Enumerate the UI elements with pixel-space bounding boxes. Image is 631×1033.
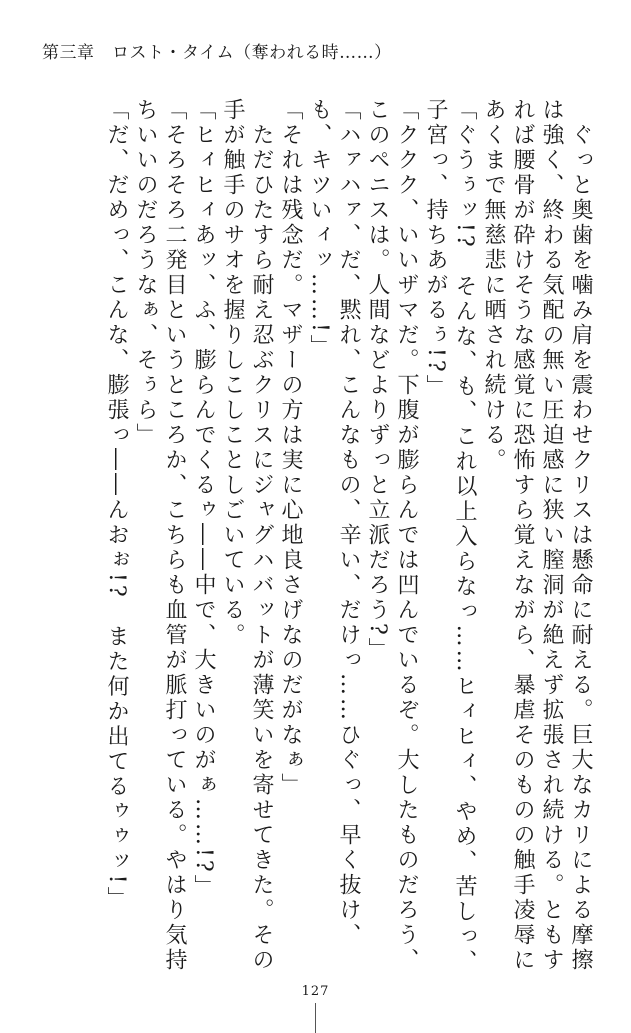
paragraph: 「ヒィヒィあッ、ふ、膨らんでくるゥ――中で、大きいのがぁ……!?」 <box>191 98 216 900</box>
paragraph: ただひたすら耐え忍ぶクリスにジャグハバットが薄笑いを寄せてきた。その手が触手のサオを握りしこしことしごいている。 <box>220 98 274 973</box>
page-divider <box>315 1003 316 1033</box>
paragraph: 「そろそろ二発目というところか、こちらも血管が脈打っている。やはり気持ちいいのだろうなぁ、そぅら」 <box>133 98 187 973</box>
paragraph: 「ハァハァ、だ、黙れ、こんなもの、辛い、だけっ……ひぐっ、早く抜け、も、キツいィッ……!」 <box>307 98 361 948</box>
paragraph: 「ぐうぅッ!? そんな、も、これ以上入らなっ……ヒィヒィ、やめ、苦しっ、子宮っ、持ちあがるぅ!?」 <box>423 98 477 975</box>
paragraph: 「ククク、いいザマだ。下腹が膨らんでは凹んでいるぞ。大したものだろう、このペニスは。人間などよりずっと立派だろう?」 <box>365 98 419 973</box>
paragraph: 「だ、だめっ、こんな、膨張っ――んおぉ!? また何か出てるゥゥッ!」 <box>104 98 129 912</box>
paragraph: 「それは残念だ。マザーの方は実に心地良さげなのだがなぁ」 <box>278 98 303 798</box>
chapter-header: 第三章 ロスト・タイム（奪われる時……） <box>42 43 392 63</box>
page-number: 127 <box>301 984 330 999</box>
body-text <box>35 98 595 978</box>
paragraph: ぐっと奥歯を噛み肩を震わせクリスは懸命に耐える。巨大なカリによる摩擦は強く、終わる気配の無い圧迫感に狭い膣洞が絶えず拡張され続ける。ともすれば腰骨が砕けそうな感覚に恐怖すら覚えながら、暴虐そのものの触手凌辱にあくまで無慈悲に晒され続ける。 <box>481 98 593 973</box>
